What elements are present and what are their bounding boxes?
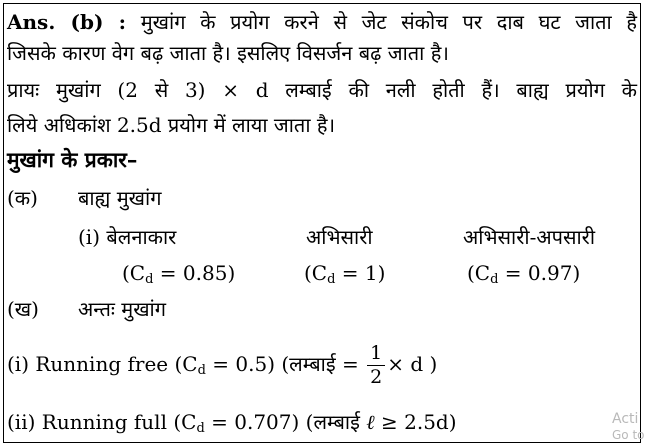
- fraction-numerator: 1: [367, 344, 385, 366]
- running-free-subscript: d: [197, 363, 206, 378]
- type-cylindrical: (i) बेलनाकार: [78, 225, 177, 249]
- running-full-suffix: ≥ 2.5d): [374, 410, 457, 434]
- external-label: बाह्य मुखांग: [78, 186, 162, 210]
- answer-line-2: जिसके कारण वेग बढ़ जाता है। इसलिए विसर्जन बढ़ जाता है।: [7, 41, 449, 65]
- activation-watermark: [612, 411, 645, 443]
- type-convergent: अभिसारी: [306, 225, 373, 249]
- running-full-middle: = 0.707) (लम्बाई: [204, 410, 367, 434]
- answer-line-3: प्रायः मुखांग (2 से 3) × d लम्बाई की नली होती हैं। बाह्य प्रयोग के: [7, 78, 637, 102]
- coef-prefix: (C: [122, 261, 146, 285]
- answer-text-1: मुखांग के प्रयोग करने से जेट संकोच पर दाब घट जाता है: [140, 10, 637, 34]
- fraction-denominator: 2: [370, 366, 383, 388]
- coef-convergent-divergent: [467, 260, 580, 293]
- coef-convergent: [304, 260, 385, 293]
- coef-value: = 1): [335, 261, 386, 285]
- running-full-prefix: (ii) Running full (C: [7, 410, 197, 434]
- running-full-subscript: d: [196, 421, 205, 436]
- running-free-line: [7, 334, 437, 401]
- running-free-middle: = 0.5) (लम्बाई =: [205, 352, 359, 376]
- external-marker: (क): [7, 186, 38, 210]
- internal-marker: (ख): [7, 297, 39, 321]
- internal-label: अन्तः मुखांग: [78, 297, 166, 321]
- fraction: [367, 344, 385, 387]
- coef-cylindrical: [122, 260, 235, 293]
- answer-tag: Ans. (b) :: [7, 10, 127, 34]
- coef-prefix: (C: [304, 261, 328, 285]
- running-full-line: [7, 409, 457, 442]
- coef-value: = 0.97): [498, 261, 581, 285]
- watermark-line-1: Acti: [612, 411, 639, 427]
- running-free-prefix: (i) Running free (C: [7, 352, 198, 376]
- coef-subscript: d: [327, 272, 336, 287]
- coef-subscript: d: [490, 272, 499, 287]
- watermark-line-2: Go to: [612, 428, 645, 442]
- running-free-suffix: × d ): [387, 352, 438, 376]
- coef-value: = 0.85): [153, 261, 236, 285]
- coef-prefix: (C: [467, 261, 491, 285]
- answer-line-4: लिये अधिकांश 2.5d प्रयोग में लाया जाता है।: [7, 113, 336, 137]
- type-convergent-divergent: अभिसारी-अपसारी: [463, 225, 596, 249]
- coef-subscript: d: [145, 272, 154, 287]
- ell-symbol: ℓ: [366, 410, 375, 434]
- answer-line-1: [7, 9, 637, 35]
- types-heading: मुखांग के प्रकार–: [7, 147, 138, 172]
